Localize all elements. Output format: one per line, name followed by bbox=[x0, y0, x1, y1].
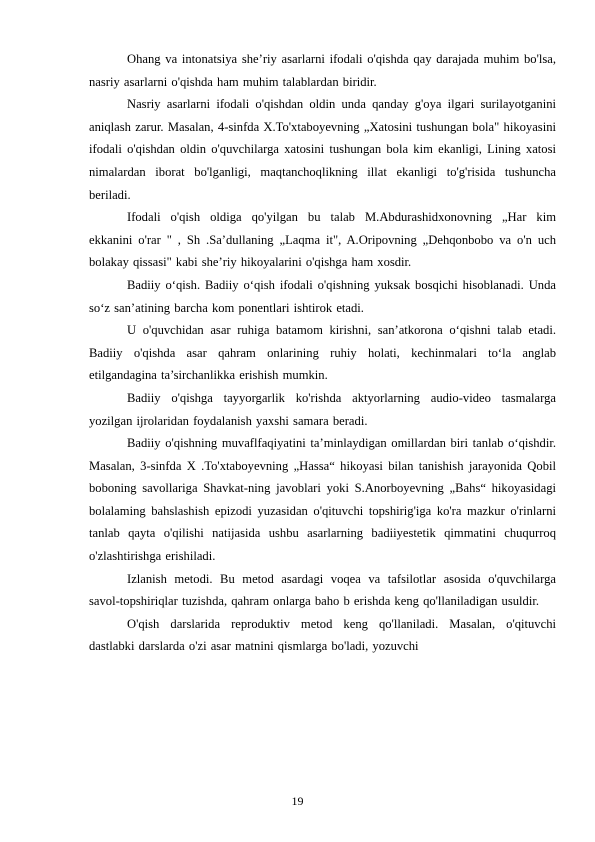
paragraph-artistic-reading: Badiiy o‘qish. Badiiy o‘qish ifodali o'qishning yuksak bosqichi hisoblanadi. Unda so‘z san’atining barcha kom ponentlari ishtirok etadi. bbox=[89, 277, 556, 315]
paragraph-preparation: Badiiy o'qishga tayyorgarlik ko'rishda aktyorlarning audio-video tasmalarga yozilgan ijrolaridan foydalanish yaxshi samara beradi. bbox=[89, 390, 556, 428]
paragraph-prose-idea: Nasriy asarlarni ifodali o'qishdan oldin unda qanday g'oya ilgari surilayotganini aniqlash zarur. Masalan, 4-sinfda X.To'xtaboyevning „Xatosini tushungan bola" hikoyasini ifodali o'qishdan oldin o'quvchilarga xatosini tushungan bola kim ekanligi, Lining xatosi nimalardan iborat bo'lganligi, maqtanchoqlikning illat ekanligi to'g'risida tushuncha beriladi. bbox=[89, 97, 556, 202]
paragraph-requirement: Ifodali o'qish oldiga qo'yilgan bu talab M.Abdurashidxonovning „Har kim ekkanini o'rar " , Sh .Sa’dullaning „Laqma it", A.Oripovning „Dehqonbobo va o'n uch bolakay qissasi" kabi she’riy hikoyalarini o'qishga ham xosdir. bbox=[89, 210, 556, 270]
document-page bbox=[89, 48, 556, 658]
paragraph-student-spirit: U o'quvchidan asar ruhiga batamom kirishni, san’atkorona o‘qishni talab etadi. Badiiy o'qishda asar qahram onlarining ruhiy holati, kechinmalari to‘la anglab etilgandagina ta’sirchanlikka erishish mumkin. bbox=[89, 323, 556, 383]
paragraph-search-method: Izlanish metodi. Bu metod asardagi voqea va tafsilotlar asosida o'quvchilarga savol-topshiriqlar tuzishda, qahram onlarga baho b erishda keng qo'llaniladigan usuldir. bbox=[89, 571, 556, 609]
paragraph-reproductive-method: O'qish darslarida reproduktiv metod keng qo'llaniladi. Masalan, o'qituvchi dastlabki darslarda o'zi asar matnini qismlarga bo'ladi, yozuvchi bbox=[89, 616, 556, 654]
paragraph-intonation: Ohang va intonatsiya she’riy asarlarni ifodali o'qishda qay darajada muhim bo'lsa, nasriy asarlarni o'qishda ham muhim talablardan biridir. bbox=[89, 52, 556, 89]
paragraph-selective-reading: Badiiy o'qishning muvaflfaqiyatini ta’minlaydigan omillardan biri tanlab o‘qishdir. Masalan, 3-sinfda X .To'xtaboyevning „Hassa“ hikoyasi bilan tanishish jarayonida Qobil boboning savollariga Shavkat-ning javoblari yoki S.Anorboyevning „Bahs“ hikoyasidagi bolalaming bahslashish epizodi yuzasidan o'qituvchi topshirig'iga ko'ra mazkur o'rinlarni tanlab qayta o'qilishi natijasida ushbu asarlarning badiiyestetik qimmatini chuqurroq o'zlashtirishga erishiladi. bbox=[89, 436, 556, 564]
page-number: 19 bbox=[291, 794, 304, 808]
